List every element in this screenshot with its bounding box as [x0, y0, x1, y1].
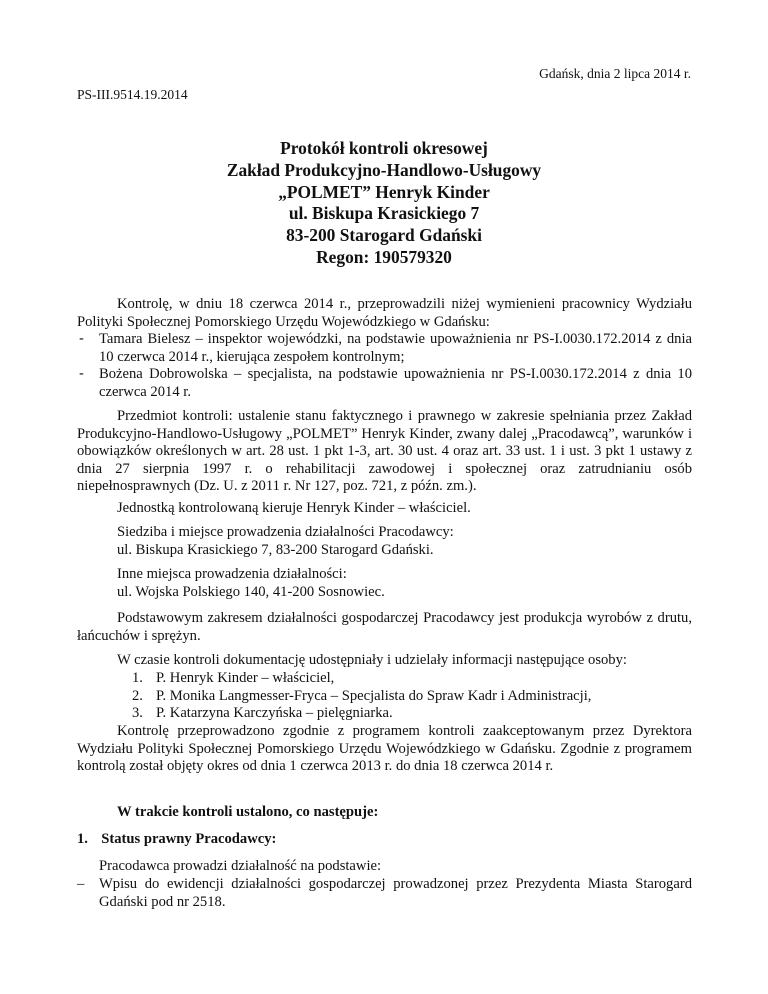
activity-paragraph: Podstawowym zakresem działalności gospodarczej Pracodawcy jest produkcja wyrobów z drutu, łańcuchów i sprężyn.: [77, 610, 692, 644]
place-date: Gdańsk, dnia 2 lipca 2014 r.: [539, 66, 691, 81]
seat-address: ul. Biskupa Krasickiego 7, 83-200 Starogard Gdański.: [117, 542, 434, 558]
other-places-label: Inne miejsca prowadzenia działalności:: [117, 566, 347, 582]
intro-paragraph: Kontrolę, w dniu 18 czerwca 2014 r., przeprowadzili niżej wymienieni pracownicy Wydziału Polityki Społecznej Pomorskiego Urzędu Wojewódzkiego w Gdańsku:: [77, 296, 692, 330]
title-line-3: „POLMET” Henryk Kinder: [278, 181, 490, 202]
section-1-item: Wpisu do ewidencji działalności gospodarczej prowadzonej przez Prezydenta Miasta Starogard Gdański pod nr 2518.: [99, 876, 692, 910]
list-item: [132, 705, 692, 723]
section-1-intro: Pracodawca prowadzi działalność na podstawie:: [99, 858, 382, 874]
document-title: [0, 138, 768, 269]
reference-number: PS-III.9514.19.2014: [77, 87, 188, 102]
managed-by: Jednostką kontrolowaną kieruje Henryk Kinder – właściciel.: [117, 500, 471, 516]
inspector-1: Tamara Bielesz – inspektor wojewódzki, na podstawie upoważnienia nr PS-I.0030.172.2014 z dnia 10 czerwca 2014 r., kierująca zespołem kontrolnym;: [99, 331, 692, 365]
person-text: P. Katarzyna Karczyńska – pielęgniarka.: [156, 705, 393, 721]
findings-heading: W trakcie kontroli ustalono, co następuje:: [117, 804, 379, 820]
title-line-5: 83-200 Starogard Gdański: [286, 225, 482, 246]
list-item: [132, 688, 692, 706]
informants-list: [132, 670, 692, 723]
list-item: [132, 670, 692, 688]
other-places-address: ul. Wojska Polskiego 140, 41-200 Sosnowiec.: [117, 584, 385, 600]
seat-label: Siedziba i miejsce prowadzenia działalności Pracodawcy:: [117, 524, 454, 540]
informants-label: W czasie kontroli dokumentację udostępniały i udzielały informacji następujące osoby:: [117, 652, 627, 668]
title-line-6: Regon: 190579320: [316, 246, 452, 267]
person-text: P. Monika Langmesser-Fryca – Specjalista do Spraw Kadr i Administracji,: [156, 687, 592, 704]
title-line-1: Protokół kontroli okresowej: [280, 138, 488, 158]
person-text: P. Henryk Kinder – właściciel,: [156, 670, 335, 686]
section-title: Status prawny Pracodawcy:: [101, 831, 277, 847]
section-1-heading: [77, 831, 276, 849]
section-number: 1.: [77, 831, 88, 847]
title-line-2: Zakład Produkcyjno-Handlowo-Usługowy: [226, 159, 542, 180]
dash-marker: -: [79, 366, 84, 382]
person-number: 3.: [132, 705, 143, 721]
dash-marker: –: [77, 876, 85, 892]
program-paragraph: Kontrolę przeprowadzono zgodnie z programem kontroli zaakceptowanym przez Dyrektora Wydziału Polityki Społecznej Pomorskiego Urzędu Wojewódzkiego w Gdańsku. Zgodnie z programem kontrolą został objęty okres od dnia 1 czerwca 2013 r. do dnia 18 czerwca 2014 r.: [77, 723, 692, 774]
section-1-list: [77, 876, 692, 911]
list-item: [77, 331, 692, 366]
dash-marker: -: [79, 331, 84, 347]
person-number: 2.: [132, 687, 143, 704]
person-number: 1.: [132, 670, 143, 686]
subject-paragraph: Przedmiot kontroli: ustalenie stanu faktycznego i prawnego w zakresie spełniania przez Zakład Produkcyjno-Handlowo-Usługowy „POLMET” Henryk Kinder, zwany dalej „Pracodawcą”, warunków i obowiązków określonych w art. 28 ust. 1 pkt 1-3, art. 30 ust. 4 oraz art. 33 ust. 1 i ust. 3 pkt 1 ustawy z dnia 27 sierpnia 1997 r. o rehabilitacji zawodowej i społecznej oraz zatrudnianiu osób niepełnosprawnych (Dz. U. z 2011 r. Nr 127, poz. 721, z późn. zm.).: [77, 408, 692, 494]
list-item: [77, 366, 692, 401]
list-item: [77, 876, 692, 911]
title-line-4: ul. Biskupa Krasickiego 7: [288, 203, 480, 224]
inspectors-list: [77, 331, 692, 401]
inspector-2: Bożena Dobrowolska – specjalista, na podstawie upoważnienia nr PS-I.0030.172.2014 z dnia 10 czerwca 2014 r.: [99, 366, 692, 400]
